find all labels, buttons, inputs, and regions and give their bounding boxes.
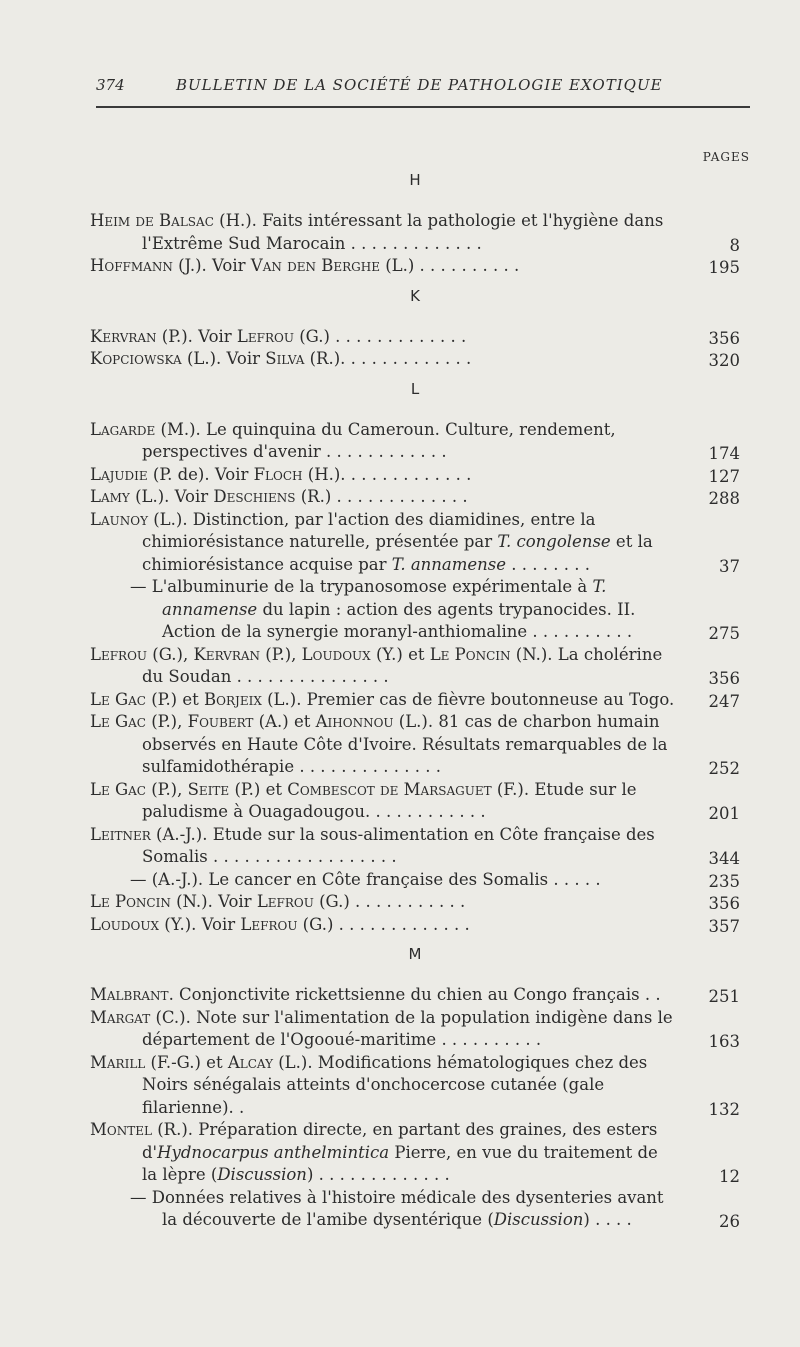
entry-author: Lagarde	[90, 419, 156, 439]
entry-author: Leitner	[90, 824, 151, 844]
entry-dash: —	[130, 1187, 147, 1207]
index-entry	[90, 576, 740, 644]
entry-text: (R.). . . . . . . . . . . . .	[304, 349, 472, 368]
entry-author: Kopciowska	[90, 349, 182, 368]
index-entry	[90, 348, 740, 371]
entry-page: 163	[708, 1032, 740, 1051]
entry-author: Le Gac	[90, 689, 146, 709]
entry-author: Lefrou	[90, 644, 148, 664]
entry-author: Heim de Balsac	[90, 211, 214, 230]
entry-ref: Lefrou	[240, 914, 298, 934]
entry-ref: Le Poncin	[429, 644, 511, 664]
index-entry	[90, 869, 740, 892]
entry-page: 127	[708, 466, 740, 486]
pages-column-label: PAGES	[702, 150, 750, 164]
entry-author: Le Poncin	[90, 892, 171, 911]
entry-text: ) . . . . . . . . . . . . .	[306, 1165, 450, 1184]
entry-text: du lapin : action des agents trypanocides. II. Action de la synergie moranyl-anthiomaline . . . . . . . . . .	[162, 599, 636, 641]
entry-text: (Y.) et	[370, 644, 430, 664]
entry-discussion: Discussion	[493, 1210, 584, 1229]
entry-text: (L.) . . . . . . . . . .	[379, 256, 520, 275]
entry-text: (G.) . . . . . . . . . . .	[313, 892, 466, 911]
index-entry	[90, 689, 740, 712]
entry-text: (Y.). Voir	[159, 914, 241, 934]
index-entry	[90, 1007, 740, 1052]
entry-ref: Loudoux	[301, 644, 371, 664]
index-entry	[90, 824, 740, 869]
entry-text: (F.). Etude sur le paludisme à Ouagadougou. . . . . . . . . . . .	[142, 779, 637, 821]
entry-page: 247	[708, 691, 740, 711]
index-entry	[90, 984, 740, 1007]
entry-page: 320	[708, 351, 740, 370]
entry-ref: Lefrou	[236, 326, 294, 346]
entry-page: 12	[719, 1167, 740, 1186]
entry-ref: Deschiens	[213, 487, 296, 506]
entry-page: 356	[708, 669, 740, 688]
entry-text: et la chimiorésistance acquise par	[142, 532, 653, 574]
index-content	[90, 162, 740, 1232]
entry-text: (L.). Voir	[181, 349, 266, 368]
entry-text: (N.). La cholérine du Soudan . . . . . . . . . . . . . . .	[142, 644, 663, 686]
entry-page: 356	[708, 328, 740, 348]
entry-text: (H.). . . . . . . . . . . . .	[302, 464, 472, 484]
entry-text: (P.) et	[146, 689, 205, 709]
entry-page: 275	[708, 624, 740, 643]
entry-author: Le Gac	[90, 779, 146, 799]
entry-text: (H.). Faits intéressant la pathologie et l'hygiène dans l'Extrême Sud Marocain . . . . . . . . . . . . .	[142, 211, 664, 253]
index-entry	[90, 326, 740, 349]
entry-species: T. congolense	[497, 532, 611, 551]
entry-text: (N.). Voir	[170, 892, 257, 911]
entry-text: (A.) et	[253, 712, 316, 731]
entry-text: (C.). Note sur l'alimentation de la population indigène dans le département de l'Ogooué-maritime . . . . . . . . . .	[142, 1007, 673, 1049]
entry-author: Lajudie	[90, 464, 148, 484]
entry-text: (L.). Modifications hématologiques chez des Noirs sénégalais atteints d'onchocercose cutanée (gale filarienne). .	[142, 1052, 648, 1117]
entry-author: Malbrant	[90, 985, 169, 1004]
entry-species: T. annamense	[162, 577, 607, 619]
entry-page: 26	[719, 1212, 740, 1231]
entry-text: (L.). Distinction, par l'action des diamidines, entre la chimiorésistance naturelle, présentée par	[142, 509, 596, 551]
entry-author: Loudoux	[90, 914, 160, 934]
index-entry	[90, 914, 740, 937]
entry-ref: Seite	[187, 779, 230, 799]
entry-page: 344	[708, 849, 740, 868]
index-entry	[90, 464, 740, 487]
entry-ref: Floch	[253, 464, 303, 484]
entry-text: (P.). Voir	[156, 326, 237, 346]
entry-text: (L.). 81 cas de charbon humain observés en Haute Côte d'Ivoire. Résultats remarquables de la sulfamidothérapie . . . . . . . . . . . . . .	[142, 712, 668, 776]
entry-text: (P. de). Voir	[147, 464, 254, 484]
entry-text: (A.-J.). Le cancer en Côte française des Somalis . . . . .	[146, 869, 601, 889]
entry-text: (G.),	[147, 644, 194, 664]
entry-page: 8	[729, 235, 740, 255]
section-letter-h: H	[409, 171, 421, 189]
entry-page: 174	[708, 444, 740, 463]
entry-author: Launoy	[90, 509, 148, 529]
index-entry	[90, 711, 740, 779]
entry-page: 132	[708, 1099, 740, 1119]
entry-ref: Alcay	[227, 1052, 273, 1072]
header-rule	[96, 106, 750, 108]
entry-text: (F.-G.) et	[145, 1052, 228, 1072]
entry-text: (M.). Le quinquina du Cameroun. Culture, rendement, perspectives d'avenir . . . . . . . . . . . .	[142, 419, 616, 461]
index-entry	[90, 1187, 740, 1232]
entry-ref: Van den Berghe	[250, 256, 380, 275]
entry-page: 251	[708, 987, 740, 1006]
page-number: 374	[96, 76, 125, 94]
entry-text: (P.) et	[229, 779, 288, 799]
entry-species: Hydnocarpus anthelmintica	[157, 1142, 390, 1162]
entry-dash: —	[130, 869, 147, 889]
index-entry	[90, 210, 740, 255]
entry-text: (G.) . . . . . . . . . . . . .	[297, 914, 470, 934]
entry-text: (R.). Préparation directe, en partant des graines, des esters d'	[142, 1120, 658, 1162]
entry-page: 195	[708, 258, 740, 277]
section-letter-m: M	[408, 945, 422, 963]
entry-text: (R.) . . . . . . . . . . . . .	[295, 487, 468, 506]
index-entry	[90, 1052, 740, 1120]
entry-ref: Lefrou	[256, 892, 314, 911]
entry-author: Marill	[90, 1052, 146, 1072]
entry-ref: Aihonnou	[315, 712, 394, 731]
entry-author: Lamy	[90, 487, 130, 506]
index-entry	[90, 644, 740, 689]
entry-species: T. annamense	[391, 554, 507, 574]
index-entry	[90, 509, 740, 577]
index-entry	[90, 1119, 740, 1187]
index-entry	[90, 486, 740, 509]
entry-ref: Kervran	[193, 644, 261, 664]
entry-author: Montel	[90, 1120, 152, 1139]
entry-page: 37	[719, 556, 740, 576]
entry-text: (P.),	[260, 644, 302, 664]
entry-page: 357	[708, 916, 740, 936]
entry-text: (P.),	[146, 712, 188, 731]
entry-ref: Borjeix	[204, 689, 262, 709]
index-entry	[90, 779, 740, 824]
index-entry	[90, 891, 740, 914]
entry-text: (P.),	[146, 779, 188, 799]
index-entry	[90, 419, 740, 464]
entry-text: L'albuminurie de la trypanosomose expérimentale à	[146, 577, 593, 596]
entry-author: Hoffmann	[90, 256, 173, 275]
entry-ref: Combescot de Marsaguet	[287, 779, 492, 799]
entry-page: 356	[708, 894, 740, 913]
index-entry	[90, 255, 740, 278]
entry-author: Kervran	[90, 326, 157, 346]
entry-text: (J.). Voir	[172, 256, 251, 275]
entry-dash: —	[130, 577, 147, 596]
entry-text: ) . . . .	[583, 1210, 632, 1229]
entry-text: (L.). Voir	[129, 487, 214, 506]
entry-author: Le Gac	[90, 712, 146, 731]
entry-ref: Foubert	[187, 712, 254, 731]
entry-text: (G.) . . . . . . . . . . . . .	[293, 326, 467, 346]
section-letter-k: K	[410, 286, 420, 305]
entry-text: Pierre, en vue du traitement de la lèpre (	[142, 1142, 658, 1184]
entry-text: Données relatives à l'histoire médicale des dysenteries avant la découverte de l'amibe dysentérique (	[146, 1187, 664, 1229]
entry-page: 201	[708, 804, 740, 823]
entry-author: Margat	[90, 1007, 151, 1027]
entry-text: (A.-J.). Etude sur la sous-alimentation en Côte française des Somalis . . . . . . . . . . . . . . . . . .	[142, 824, 655, 866]
entry-page: 235	[708, 871, 740, 891]
entry-page: 288	[708, 489, 740, 508]
section-letter-l: L	[410, 379, 420, 398]
entry-discussion: Discussion	[217, 1165, 307, 1184]
entry-text: . . . . . . . .	[506, 554, 590, 574]
entry-text: (L.). Premier cas de fièvre boutonneuse au Togo.	[261, 689, 675, 709]
entry-page: 252	[708, 759, 740, 778]
journal-title: BULLETIN DE LA SOCIÉTÉ DE PATHOLOGIE EXOTIQUE	[176, 76, 663, 94]
entry-ref: Silva	[265, 349, 305, 368]
entry-text: . Conjonctivite rickettsienne du chien au Congo français . .	[168, 985, 661, 1004]
